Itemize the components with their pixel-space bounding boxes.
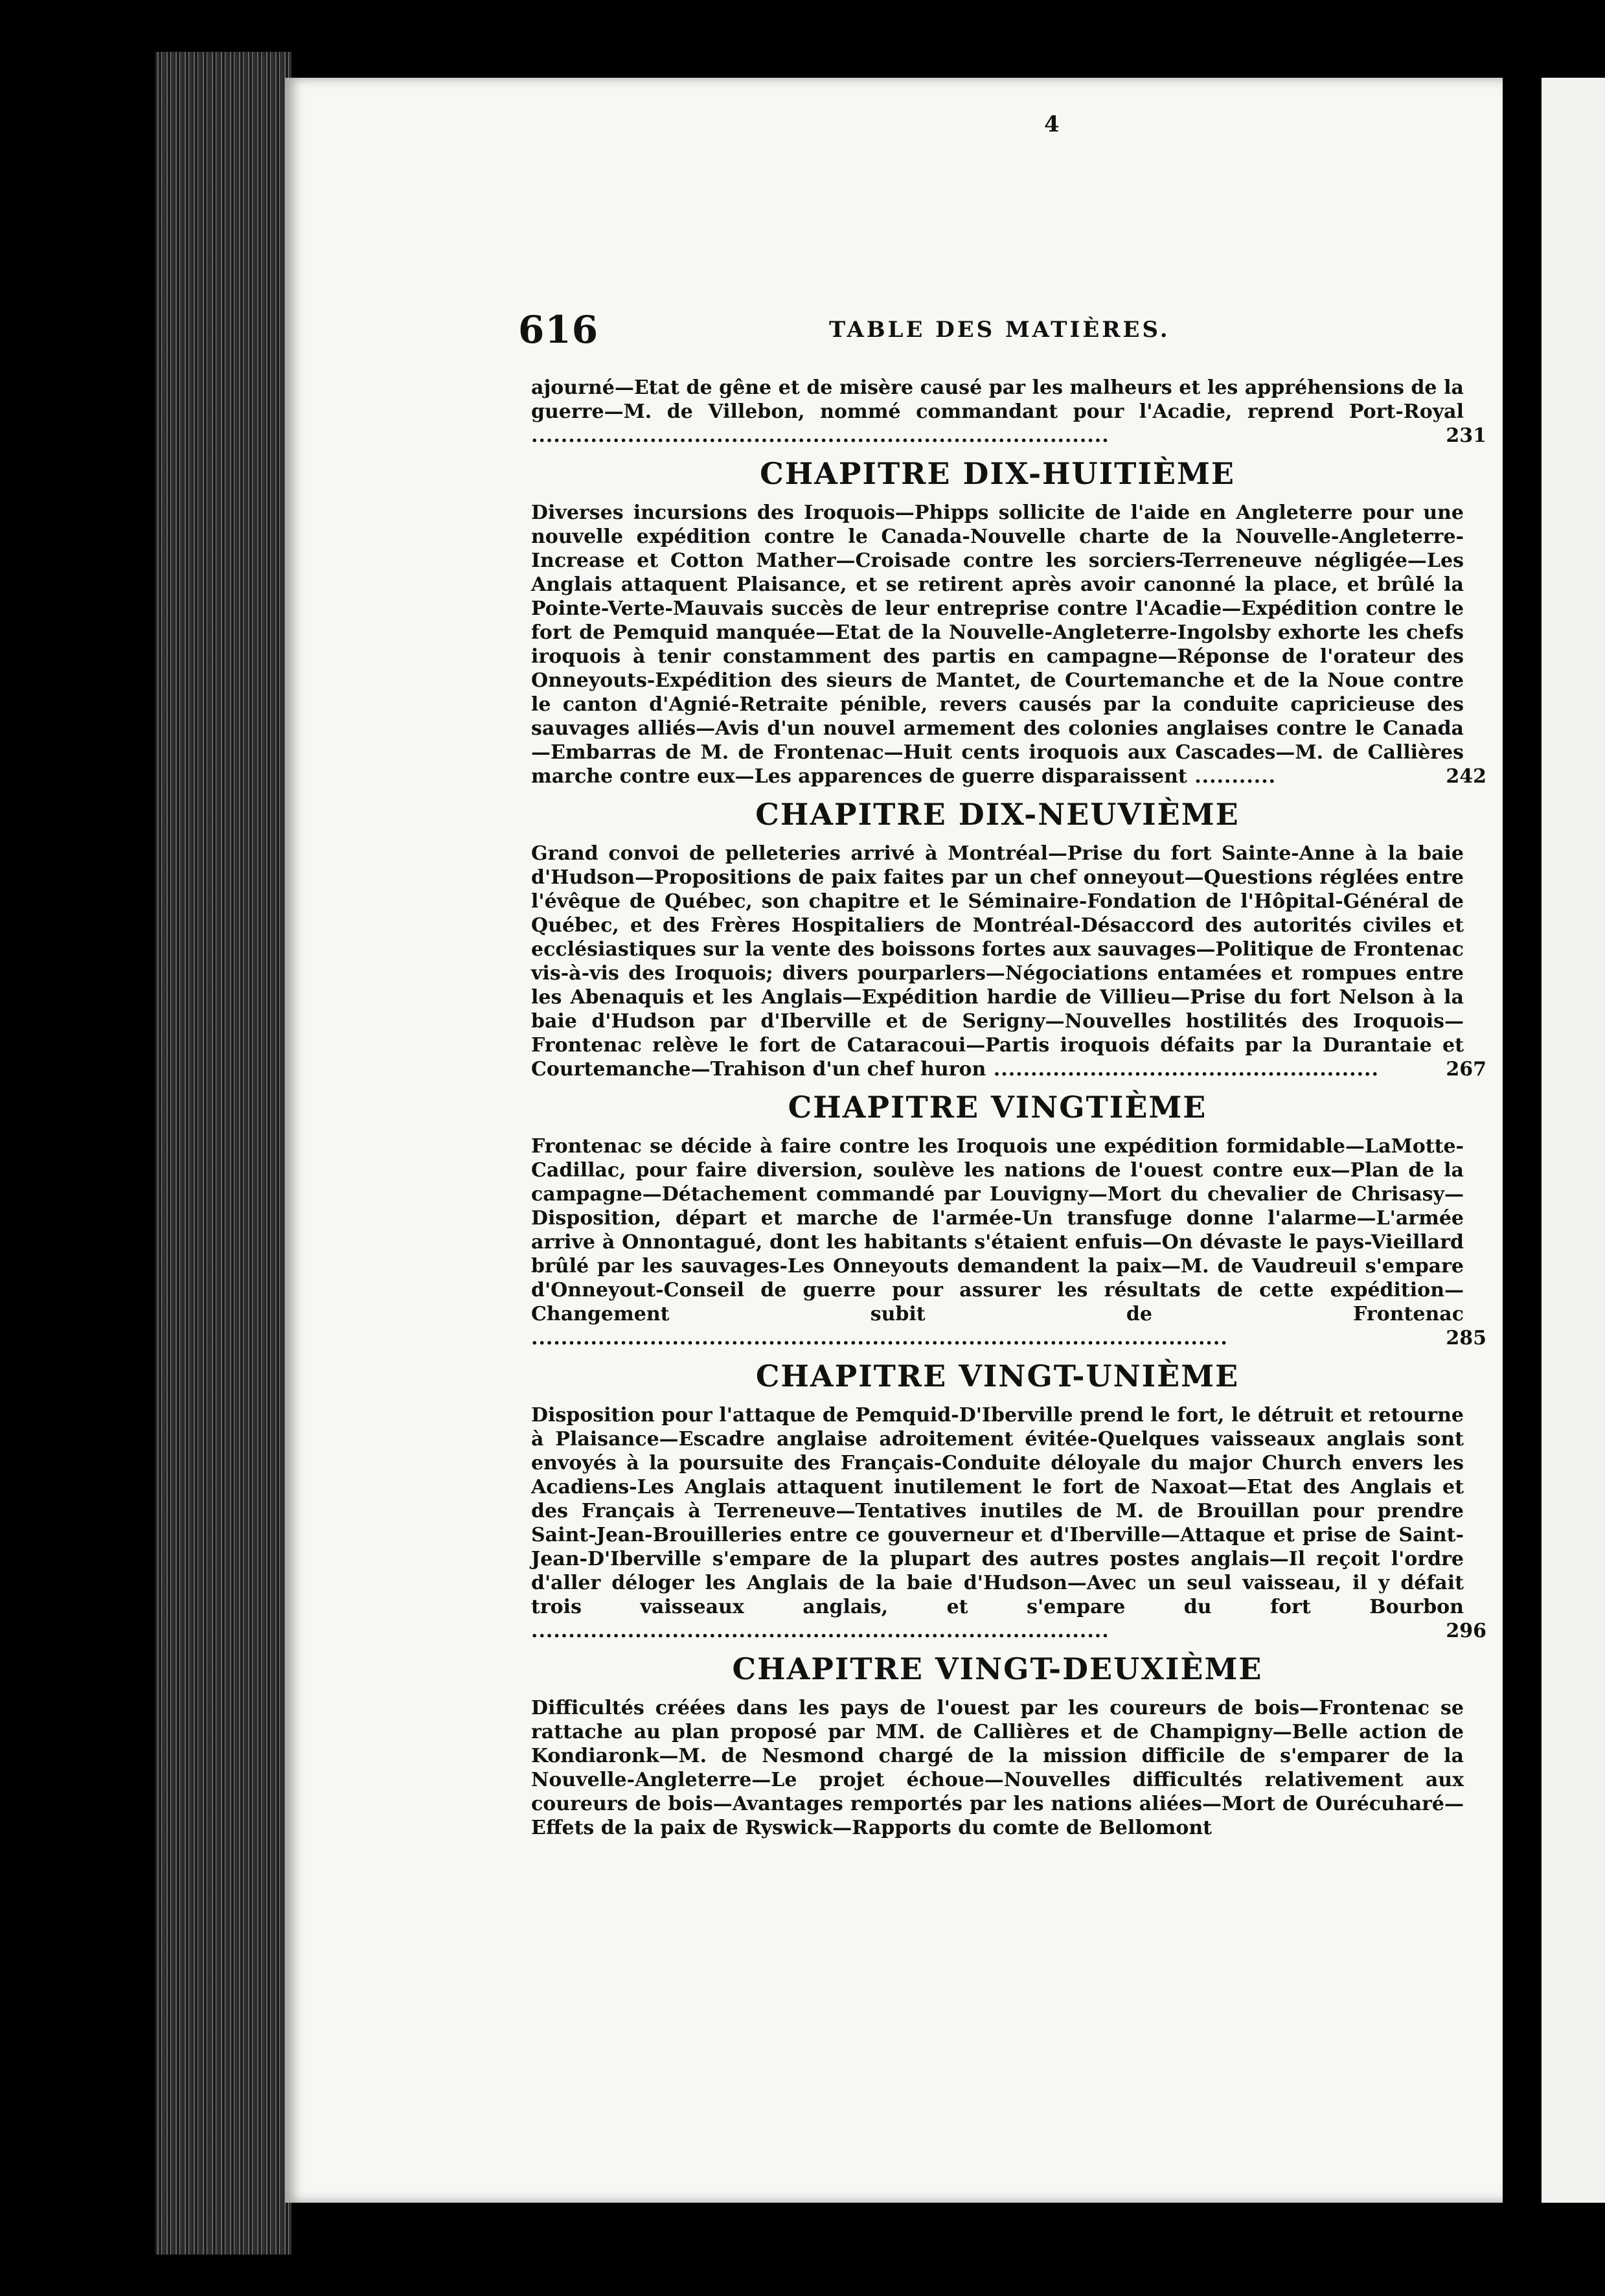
toc-entry — [531, 1134, 1486, 1350]
top-mark: 4 — [1044, 111, 1060, 137]
entry-page-number: 242 — [1446, 765, 1486, 788]
chapter-heading: CHAPITRE VINGT-UNIÈME — [755, 1359, 1240, 1394]
dot-leader: .............................................................................. — [531, 1620, 1110, 1642]
page-gutter — [1503, 78, 1542, 2203]
page-number: 616 — [518, 308, 599, 352]
dot-leader: .............................................................................................. — [531, 1327, 1228, 1349]
toc-entry — [531, 376, 1486, 448]
facing-page-edge — [1542, 78, 1605, 2203]
entry-summary: Grand convoi de pelleteries arrivé à Montréal—Prise du fort Sainte-Anne à la baie d'Hudson—Propositions de paix faites par un chef onneyout—Questions réglées entre l'évêque de Québec, son chapitre et le Séminaire-Fondation de l'Hôpital-Général de Québec, et des Frères Hospitaliers de Montréal-Désaccord des autorités civiles et ecclésiastiques sur la vente des boissons fortes aux sauvages—Politique de Frontenac vis-à-vis des Iroquois; divers pourparlers—Négociations entamées et rompues entre les Abenaquis et les Anglais—Expédition hardie de Villieu—Prise du fort Nelson à la baie d'Hudson par d'Iberville et de Serigny—Nouvelles hostilités des Iroquois—Frontenac relève le fort de Cataracoui—Partis iroquois défaits par la Durantaie et Courtemanche—Trahison d'un chef huron — [531, 842, 1464, 1081]
chapter-heading: CHAPITRE VINGT-DEUXIÈME — [732, 1651, 1263, 1686]
page-header — [518, 308, 1464, 353]
toc-entry — [531, 842, 1486, 1081]
entry-summary: Difficultés créées dans les pays de l'ouest par les coureurs de bois—Frontenac se rattache au plan proposé par MM. de Callières et de Champigny—Belle action de Kondiaronk—M. de Nesmond chargé de la mission difficile de s'emparer de la Nouvelle-Angleterre—Le projet échoue—Nouvelles difficultés relativement aux coureurs de bois—Avantages remportés par les nations aliées—Mort de Ourécuharé—Effets de la paix de Ryswick—Rapports du comte de Bellomont — [531, 1697, 1464, 1839]
entry-summary: Diverses incursions des Iroquois—Phipps sollicite de l'aide en Angleterre pour une nouvelle expédition contre le Canada-Nouvelle charte de la Nouvelle-Angleterre-Increase et Cotton Mather—Croisade contre les sorciers-Terreneuve négligée—Les Anglais attaquent Plaisance, et se retirent après avoir canonné la place, et brûlé la Pointe-Verte-Mauvais succès de leur entreprise contre l'Acadie—Expédition contre le fort de Pemquid manquée—Etat de la Nouvelle-Angleterre-Ingolsby exhorte les chefs iroquois à tenir constamment des partis en campagne—Réponse de l'orateur des Onneyouts-Expédition des sieurs de Mantet, de Courtemanche et de la Noue contre le canton d'Agnié-Retraite pénible, revers causés par la conduite capricieuse des sauvages alliés—Avis d'un nouvel armement des colonies anglaises contre le Canada—Embarras de M. de Frontenac—Huit cents iroquois aux Cascades—M. de Callières marche contre eux—Les apparences de guerre disparaissent — [531, 501, 1464, 788]
chapter-heading: CHAPITRE DIX-HUITIÈME — [760, 456, 1235, 491]
dot-leader: .............................................................................. — [531, 424, 1110, 447]
toc-entry — [531, 501, 1486, 788]
book-binding — [155, 52, 291, 2255]
toc-entry — [531, 1403, 1486, 1643]
entry-summary: Disposition pour l'attaque de Pemquid-D'Iberville prend le fort, le détruit et retourne à Plaisance—Escadre anglaise adroitement évitée-Quelques vaisseaux anglais sont envoyés à la poursuite des Français-Conduite déloyale du major Church envers les Acadiens-Les Anglais attaquent inutilement le fort de Naxoat—Etat des Anglais et des Français à Terreneuve—Tentatives inutiles de M. de Brouillan pour prendre Saint-Jean-Brouilleries entre ce gouverneur et d'Iberville—Attaque et prise de Saint-Jean-D'Iberville s'empare de la plupart des autres postes anglais—Il reçoit l'ordre d'aller déloger les Anglais de la baie d'Hudson—Avec un seul vaisseau, il y défait trois vaisseaux anglais, et s'empare du fort Bourbon — [531, 1404, 1464, 1618]
chapter-heading: CHAPITRE DIX-NEUVIÈME — [755, 797, 1240, 832]
table-of-contents — [531, 376, 1486, 1840]
entry-page-number: 296 — [1446, 1620, 1486, 1642]
chapter-heading: CHAPITRE VINGTIÈME — [788, 1090, 1207, 1125]
toc-entry — [531, 1696, 1464, 1840]
entry-page-number: 285 — [1446, 1327, 1486, 1349]
entry-summary: Frontenac se décide à faire contre les Iroquois une expédition formidable—LaMotte-Cadillac, pour faire diversion, soulève les nations de l'ouest contre eux—Plan de la campagne—Détachement commandé par Louvigny—Mort du chevalier de Chrisasy—Disposition, départ et marche de l'armée-Un transfuge donne l'alarme—L'armée arrive à Onnontagué, dont les habitants s'étaient enfuis—On dévaste le pays-Vieillard brûlé par les sauvages-Les Onneyouts demandent la paix—M. de Vaudreuil s'empare d'Onneyout-Conseil de guerre pour assurer les résultats de cette expédition—Changement subit de Frontenac — [531, 1135, 1464, 1326]
running-title: TABLE DES MATIÈRES. — [829, 317, 1170, 343]
dot-leader: ........... — [1187, 765, 1277, 788]
dot-leader: .................................................... — [986, 1058, 1379, 1081]
entry-summary: ajourné—Etat de gêne et de misère causé par les malheurs et les appréhensions de la guerre—M. de Villebon, nommé commandant pour l'Acadie, reprend Port-Royal — [531, 376, 1464, 423]
entry-page-number: 267 — [1446, 1058, 1486, 1081]
entry-page-number: 231 — [1446, 424, 1486, 447]
